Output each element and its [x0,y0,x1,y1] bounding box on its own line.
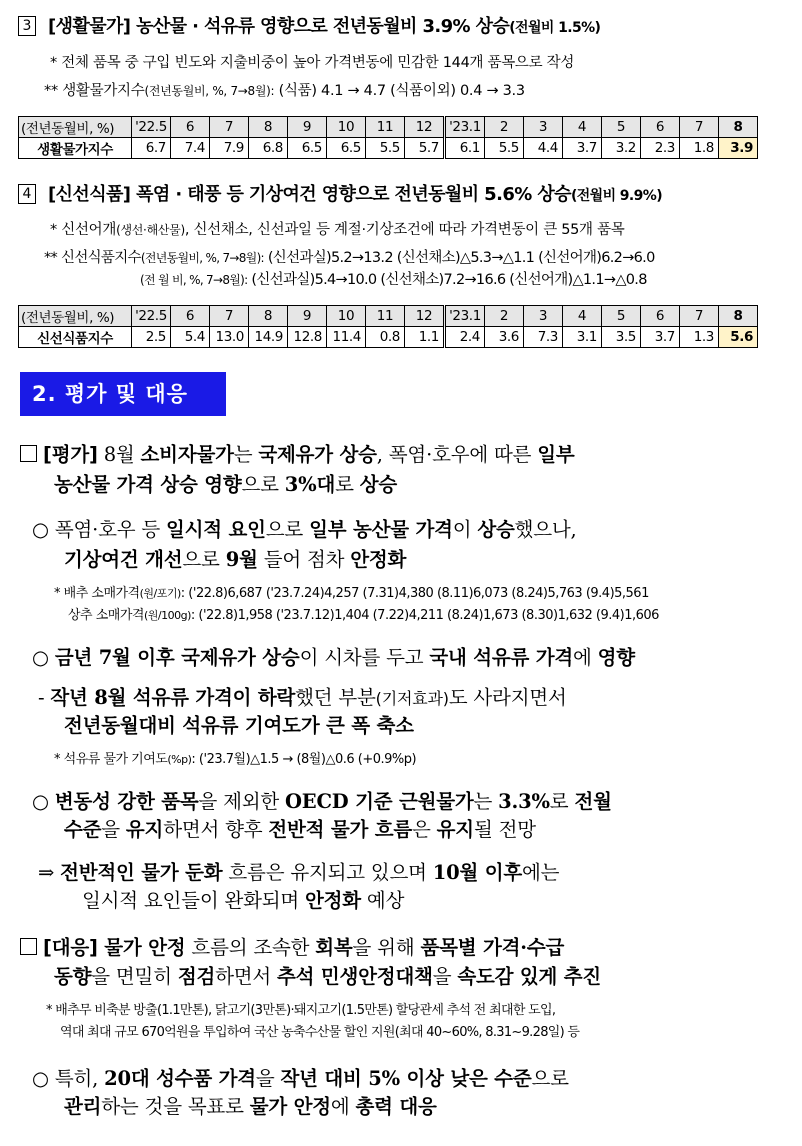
eval-text: 는 [233,443,259,466]
bullet-text: 했으나, [514,518,577,541]
bullet-text: 유지 [436,818,474,841]
bullet-text: 에 [330,1095,356,1118]
response-text: 을 [432,965,458,988]
bullet-text: 폭염·호우 등 [54,518,167,541]
table-header-cell: 6 [171,306,210,327]
table-cell: 5.7 [405,138,445,159]
table-cell: 7.4 [171,138,210,159]
table-row-label: 신선식품지수 [19,327,132,348]
bullet-5-line-2 [64,1091,437,1119]
table-header-cell: 9 [288,306,327,327]
bullet-text: 안정화 [350,548,407,571]
section-3-note-2 [44,79,525,100]
table-cell: 6.5 [288,138,327,159]
response-text: 흐름의 조속한 [185,936,316,959]
bullet-text: OECD 기준 근원물가 [285,790,474,813]
bullet-1-line-2 [64,544,406,572]
bullet-1-note-2 [68,604,659,623]
bullet-text: 로 [549,790,575,813]
conclusion-line-2 [82,885,404,913]
bullet-text: 이 시차를 두고 [299,646,430,669]
table-cell: 0.8 [366,327,405,348]
response-text: 하면서 [215,965,278,988]
bullet-1-note-1 [54,582,649,601]
table-cell: 6.7 [132,138,171,159]
table-header-cell: '23.1 [445,117,485,138]
table-cell: 1.3 [680,327,719,348]
table-cell: 6.5 [327,138,366,159]
table-header-cell: 10 [327,306,366,327]
note-values: (신선과실)5.4→10.0 (신선채소)7.2→16.6 (신선어개)△1.1→△0.8 [251,272,647,288]
response-text: 점검 [177,965,216,988]
section-4-title-paren: (전월비 9.9%) [570,188,663,204]
table-cell: 5.4 [171,327,210,348]
conclusion-text: 10월 이후 [432,861,523,884]
circle-bullet-icon: ○ [32,790,49,813]
bullet-1-line-1 [32,514,577,542]
table-header-cell: 12 [405,306,445,327]
section-2-banner: 2. 평가 및 대응 [20,372,226,416]
bullet-text: 변동성 강한 품목 [54,790,199,813]
bullet-text: 상승 [477,518,515,541]
note-label: * 배추 소매가격 [54,586,140,601]
eval-text: 일부 [537,443,575,466]
table-cell: 2.4 [445,327,485,348]
response-text: 동향 [54,965,92,988]
note-unit: (원/포기) [139,587,181,600]
bullet-text: 은 [412,818,437,841]
eval-text: 국제유가 상승 [258,443,377,466]
note-unit: (원/100g) [143,609,191,622]
response-line-1 [20,932,564,960]
response-text: 추석 민생안정대책 [277,965,433,988]
note-label: ** 신선식품지수 [44,250,141,266]
conclusion-text: 에는 [522,861,560,884]
bullet-text: 했던 부분 [295,686,376,709]
eval-text: 3%대 [284,473,336,496]
bullet-2 [32,642,635,670]
table-cell: 5.5 [366,138,405,159]
bullet-text: 일부 농산물 가격 [309,518,453,541]
circle-bullet-icon: ○ [32,646,49,669]
eval-text: 농산물 가격 상승 영향 [54,473,242,496]
table-header-label: (전년동월비, %) [19,117,132,138]
table-header-row [19,306,758,327]
note-unit: (전년동월비, %, 7→8월): [144,84,275,98]
table-header-cell: 2 [485,306,524,327]
bullet-text: 금년 7월 이후 국제유가 상승 [54,646,300,669]
note-text: , 신선채소, 신선과일 등 계절·기상조건에 따라 가격변동이 큰 55개 품목 [184,222,625,238]
response-text: 회복 [315,936,353,959]
table-cell: 3.9 [719,138,758,159]
section-4-note-2 [44,246,655,267]
circle-bullet-icon: ○ [32,1067,49,1090]
table-header-cell: '22.5 [132,117,171,138]
table-header-cell: 5 [602,306,641,327]
bullet-text: 을 [255,1067,281,1090]
section-3-heading [48,12,600,38]
note-values: : ('23.7월)△1.5 → (8월)△0.6 (+0.9%p) [191,752,417,767]
table-cell: 2.3 [641,138,680,159]
table-header-cell: 5 [602,117,641,138]
conclusion-text: 흐름은 유지되고 있으며 [222,861,433,884]
table-header-cell: 6 [171,117,210,138]
conclusion-text: 예상 [360,889,405,912]
table-header-row [19,117,758,138]
note-unit: (%p) [167,753,192,766]
table-cell: 7.9 [210,138,249,159]
response-text: 속도감 있게 추진 [457,965,601,988]
response-text: 품목별 가격·수급 [420,936,565,959]
response-text: 을 면밀히 [91,965,178,988]
dash-item-line-1 [38,682,567,710]
table-header-label: (전년동월비, %) [19,306,132,327]
table-cell: 5.5 [485,138,524,159]
bullet-text: 기상여건 개선 [64,548,183,571]
evaluation-line-1 [20,439,575,467]
response-text: 물가 안정 [97,936,186,959]
table-row [19,327,758,348]
response-line-2 [54,961,601,989]
fresh-food-table [18,305,758,348]
table-cell: 1.1 [405,327,445,348]
table-cell: 6.1 [445,138,485,159]
bullet-text: 들어 점차 [257,548,351,571]
dash-item-line-2: 전년동월대비 석유류 기여도가 큰 폭 축소 [64,714,414,737]
bullet-text: 전반적 물가 흐름 [268,818,413,841]
table-header-cell: 9 [288,117,327,138]
bullet-text: 으로 [531,1067,569,1090]
arrow-icon: ⇒ [38,861,55,884]
table-cell: 3.7 [641,327,680,348]
table-cell: 11.4 [327,327,366,348]
table-cell: 2.5 [132,327,171,348]
table-row [19,138,758,159]
bullet-text: 수준 [64,818,102,841]
bullet-4-line-1 [32,786,612,814]
note-label: ** 생활물가지수 [44,83,145,99]
table-cell: 3.1 [563,327,602,348]
bullet-text: 으로 [265,518,310,541]
table-header-cell: 10 [327,117,366,138]
bullet-text: 3.3% [498,790,550,813]
eval-text: 소비자물가 [140,443,234,466]
note-text: * 신선어개 [50,222,117,238]
section-4-note-1 [50,218,625,239]
note-unit: (전 월 비, %, 7→8월): [140,273,248,287]
table-cell: 5.6 [719,327,758,348]
table-cell: 6.8 [249,138,288,159]
note-values: (신선과실)5.2→13.2 (신선채소)△5.3→△1.1 (신선어개)6.2→6.0 [267,250,655,266]
table-header-cell: 3 [524,306,563,327]
bullet-text: 총력 대응 [355,1095,437,1118]
note-values: : ('22.8)1,958 ('23.7.12)1,404 (7.22)4,211 (8.24)1,673 (8.30)1,632 (9.4)1,606 [190,608,659,623]
section-3-title-paren: (전월비 1.5%) [509,20,601,36]
bullet-text: 일시적 요인 [166,518,266,541]
bullet-text: 유지 [125,818,164,841]
table-cell: 4.4 [524,138,563,159]
bullet-text: 는 [473,790,499,813]
bullet-text: 특히, [54,1067,105,1090]
evaluation-label: [평가] [43,443,98,466]
table-cell: 7.3 [524,327,563,348]
conclusion-line-1 [38,857,559,885]
bullet-text: 9월 [225,548,258,571]
eval-text: 로 [335,473,360,496]
table-cell: 13.0 [210,327,249,348]
table-header-cell: 8 [719,117,758,138]
eval-text: 으로 [241,473,285,496]
table-header-cell: 12 [405,117,445,138]
checkbox-square-icon [20,445,37,462]
bullet-text: 영향 [597,646,635,669]
table-header-cell: 8 [249,306,288,327]
note-label: 상추 소매가격 [68,608,144,623]
table-header-cell: 11 [366,306,405,327]
section-4-title: [신선식품] 폭염 · 태풍 등 기상여건 영향으로 전년동월비 5.6% 상승 [48,184,571,205]
bullet-text: 으로 [182,548,226,571]
table-header-cell: 7 [210,117,249,138]
table-header-cell: 7 [680,117,719,138]
bullet-text: 이 [452,518,478,541]
bullet-text: 하는 것을 목표로 [101,1095,250,1118]
bullet-text: 작년 대비 5% 이상 낮은 수준 [280,1067,532,1090]
note-unit: (생선·해산물) [116,223,185,237]
table-header-cell: 6 [641,306,680,327]
bullet-text: 관리 [64,1095,102,1118]
bullet-text: 될 전망 [473,818,536,841]
table-header-cell: 6 [641,117,680,138]
table-header-cell: 4 [563,117,602,138]
bullet-text: 국내 석유류 가격 [429,646,574,669]
table-header-cell: 8 [249,117,288,138]
eval-text: 상승 [359,473,398,496]
dash-item-note [54,748,416,767]
table-cell: 1.8 [680,138,719,159]
table-header-cell: 4 [563,306,602,327]
bullet-text: 을 [101,818,126,841]
bullet-text: 도 사라지면서 [448,686,567,709]
bullet-5-line-1 [32,1063,569,1091]
section-3-note-1: * 전체 품목 중 구입 빈도와 지출비중이 높아 가격변동에 민감한 144개 품목으로 작성 [50,55,575,71]
bullet-text: 에 [573,646,598,669]
table-cell: 12.8 [288,327,327,348]
bullet-text: 하면서 향후 [163,818,269,841]
response-note-2: 역대 최대 규모 670억원을 투입하여 국산 농축수산물 할인 지원(최대 40~60%, 8.31~9.28일) 등 [60,1025,580,1040]
table-row-label: 생활물가지수 [19,138,132,159]
bullet-text: 20대 성수품 가격 [104,1067,256,1090]
note-unit: (전년동월비, %, 7→8월): [140,251,264,265]
evaluation-line-2 [54,469,397,497]
response-text: 을 위해 [352,936,421,959]
living-price-table [18,116,758,159]
eval-text: , 폭염·호우에 따른 [376,443,538,466]
bullet-text: (기저효과) [375,689,449,708]
section-number-4: 4 [18,184,36,204]
section-3-title: [생활물가] 농산물 · 석유류 영향으로 전년동월비 3.9% 상승 [48,16,510,37]
circle-bullet-icon: ○ [32,518,49,541]
table-cell: 3.7 [563,138,602,159]
table-header-cell: 7 [210,306,249,327]
table-header-cell: 11 [366,117,405,138]
conclusion-text: 전반적인 물가 둔화 [60,861,223,884]
table-header-cell: '22.5 [132,306,171,327]
bullet-text: 전월 [574,790,612,813]
section-4-heading [48,180,662,206]
note-label: * 석유류 물가 기여도 [54,752,168,767]
table-cell: 3.2 [602,138,641,159]
bullet-text: 물가 안정 [249,1095,331,1118]
table-header-cell: 8 [719,306,758,327]
table-header-cell: 7 [680,306,719,327]
bullet-text: 을 제외한 [198,790,286,813]
dash-bullet-icon: - [38,686,45,709]
table-cell: 3.6 [485,327,524,348]
section-4-note-3 [140,268,647,289]
bullet-4-line-2 [64,814,536,842]
response-note-1: * 배추무 비축분 방출(1.1만톤), 닭고기(3만톤)·돼지고기(1.5만톤) 할당관세 추석 전 최대한 도입, [46,1003,556,1018]
table-header-cell: 2 [485,117,524,138]
section-number-3: 3 [18,16,36,36]
conclusion-text: 일시적 요인들이 완화되며 [82,889,306,912]
table-cell: 3.5 [602,327,641,348]
note-values: (식품) 4.1 → 4.7 (식품이외) 0.4 → 3.3 [278,83,525,99]
table-header-cell: '23.1 [445,306,485,327]
note-values: : ('22.8)6,687 ('23.7.24)4,257 (7.31)4,380 (8.11)6,073 (8.24)5,763 (9.4)5,561 [180,586,649,601]
bullet-text: 작년 8월 석유류 가격이 하락 [50,686,296,709]
conclusion-text: 안정화 [305,889,361,912]
table-cell: 14.9 [249,327,288,348]
checkbox-square-icon [20,938,37,955]
eval-text: 8월 [97,443,141,466]
table-header-cell: 3 [524,117,563,138]
response-label: [대응] [43,936,98,959]
